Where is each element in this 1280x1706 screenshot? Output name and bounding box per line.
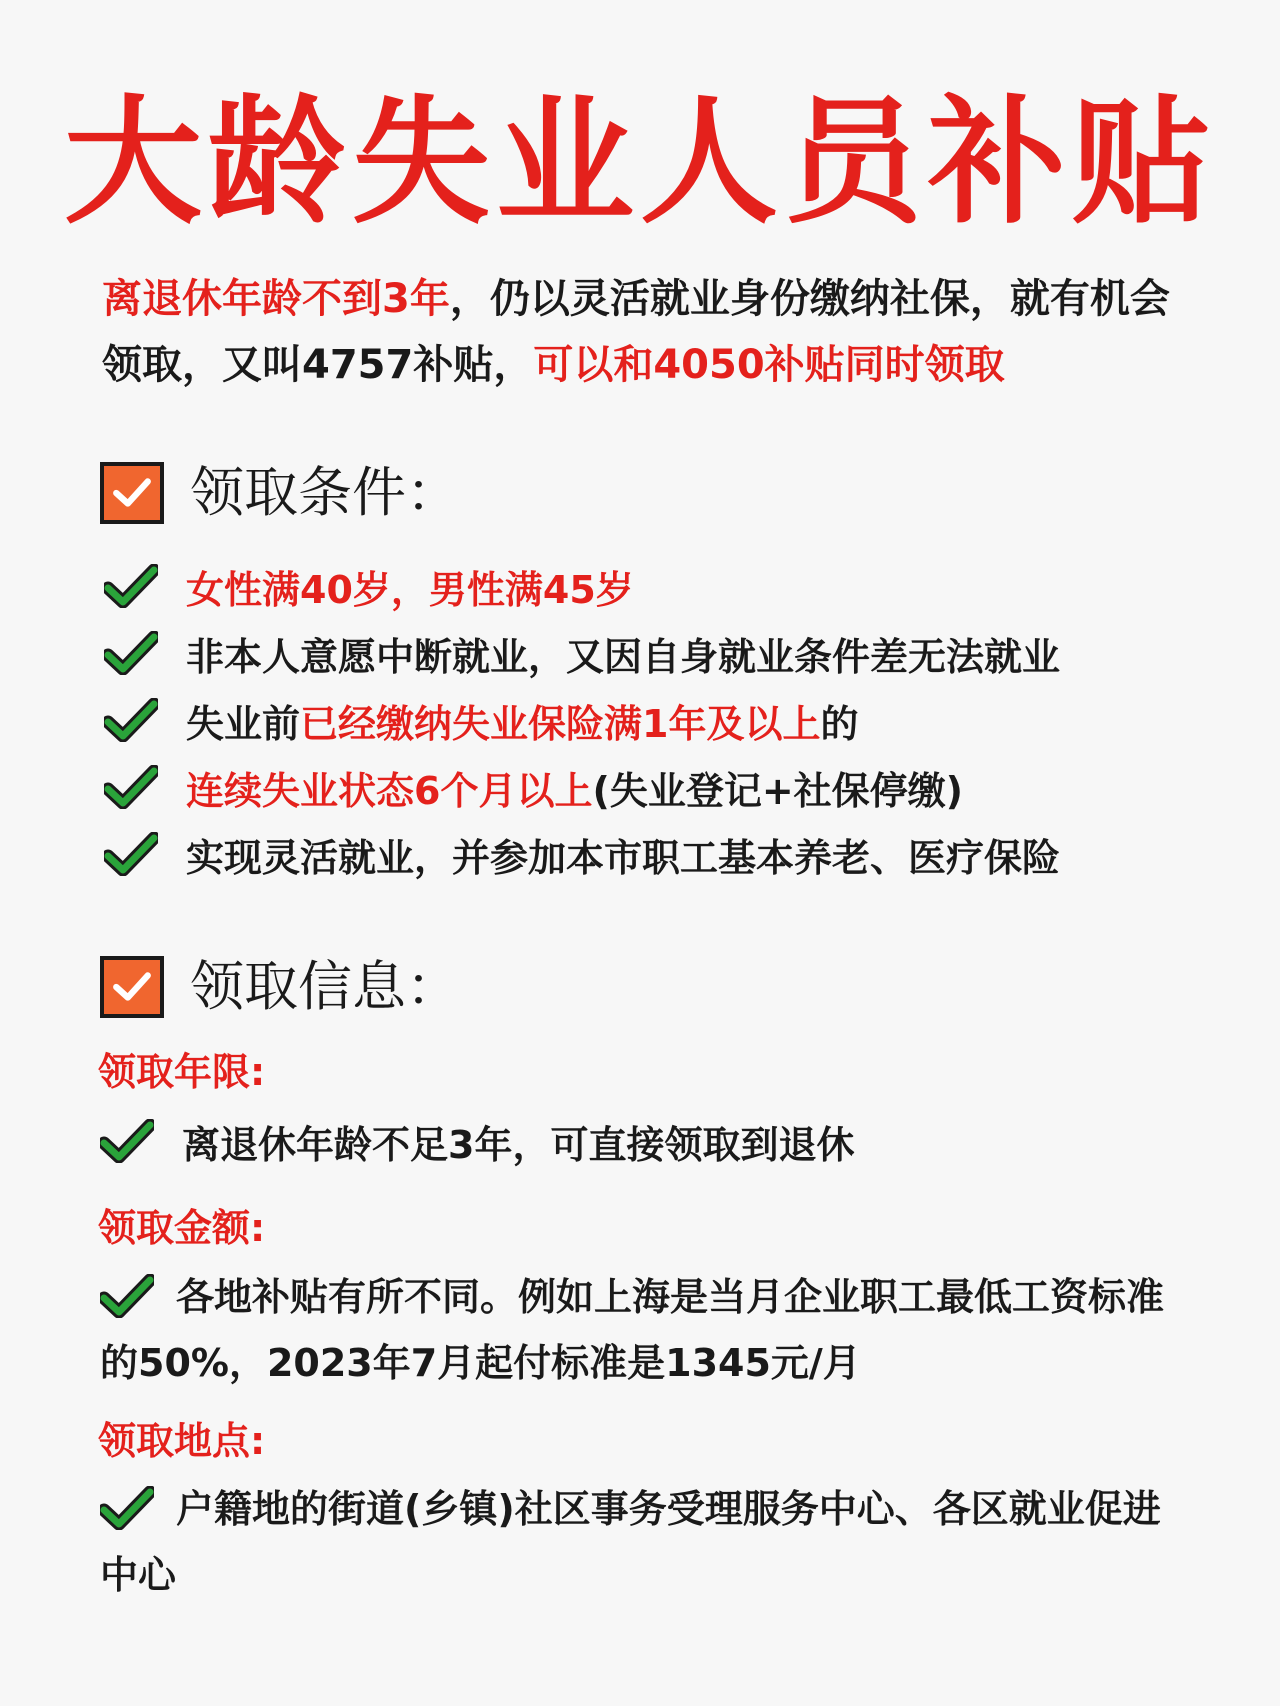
subheading-amount: 领取金额: [98,1206,266,1250]
green-checkmark-icon [104,564,158,608]
info-location-paragraph [100,1476,1190,1608]
section-info-header [100,952,460,1022]
condition-item [104,620,1204,686]
section-info-label: 领取信息： [190,955,460,1018]
green-checkmark-icon [104,765,158,809]
green-checkmark-icon [104,631,158,675]
condition-text: 实现灵活就业，并参加本市职工基本养老、医疗保险 [186,835,1061,880]
condition-text-highlight: 连续失业状态6个月以上 [186,768,593,813]
condition-text-post: (失业登记+社保停缴) [592,768,964,813]
subheading-period: 领取年限: [98,1050,266,1094]
intro-text: ，仍以灵活就业身份缴纳社保，就有机会领取，又叫4757补贴， [102,276,1170,388]
condition-item [104,821,1204,887]
intro-highlight-combined: 可以和4050补贴同时领取 [533,342,1005,388]
intro-highlight-retirement: 离退休年龄不到3年 [102,276,450,322]
condition-item [104,687,1204,753]
intro-paragraph [102,266,1192,398]
condition-item [104,754,1204,820]
page-title: 大龄失业人员补贴 [63,82,1216,243]
info-amount-paragraph [100,1264,1190,1396]
green-checkmark-icon [104,832,158,876]
info-amount-text: 各地补贴有所不同。例如上海是当月企业职工最低工资标准的50%，2023年7月起付标准是1345元/月 [100,1275,1165,1385]
green-checkmark-icon [100,1119,154,1163]
condition-text: 非本人意愿中断就业，又因自身就业条件差无法就业 [186,634,1061,679]
checkbox-checked-icon [100,462,164,524]
condition-item [104,553,1204,619]
green-checkmark-icon [100,1274,154,1318]
subheading-location: 领取地点: [98,1419,266,1463]
section-conditions-label: 领取条件： [190,461,460,524]
condition-text-pre: 失业前 [186,701,301,746]
condition-text-highlight: 已经缴纳失业保险满1年及以上 [300,701,821,746]
green-checkmark-icon [104,698,158,742]
checkbox-checked-icon [100,956,164,1018]
info-location-text: 户籍地的街道(乡镇)社区事务受理服务中心、各区就业促进中心 [100,1487,1161,1597]
section-conditions-header [100,458,460,528]
green-checkmark-icon [100,1486,154,1530]
info-period-item [100,1108,1200,1174]
condition-text: 女性满40岁，男性满45岁 [186,567,634,612]
info-period-text: 离退休年龄不足3年，可直接领取到退休 [182,1122,855,1167]
condition-text-post: 的 [820,701,859,746]
